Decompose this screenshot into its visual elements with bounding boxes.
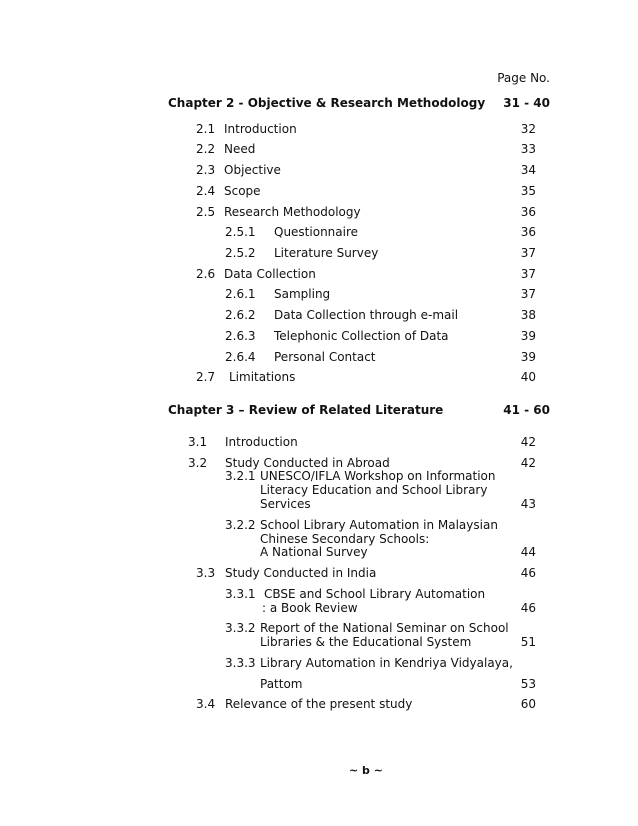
toc-number: 3.1 [188, 435, 208, 449]
toc-page: 37 [520, 246, 536, 260]
toc-number: 3.2 [188, 456, 208, 470]
toc-title-line: Pattom [260, 677, 303, 691]
page-no-label: Page No. [497, 71, 550, 85]
toc-page: 33 [520, 142, 536, 156]
chapter-2-title: Chapter 2 - Objective & Research Methodology [168, 96, 486, 110]
toc-number: 3.2.1 [225, 469, 256, 483]
toc-title: Introduction [224, 122, 297, 136]
toc-title-line: A National Survey [260, 545, 368, 559]
toc-title: Literature Survey [274, 246, 379, 260]
toc-number: 3.3.3 [225, 656, 256, 670]
toc-number: 2.7 [196, 370, 216, 384]
chapter-3-pages: 41 - 60 [503, 403, 550, 417]
toc-page: 44 [520, 545, 536, 559]
toc-page: 37 [520, 267, 536, 281]
toc-number: 2.3 [196, 163, 216, 177]
toc-title: Telephonic Collection of Data [274, 329, 449, 343]
toc-page: 60 [520, 697, 536, 711]
toc-title-line: Library Automation in Kendriya Vidyalaya, [260, 656, 513, 670]
toc-page: 36 [520, 225, 536, 239]
toc-page: 42 [520, 456, 536, 470]
toc-title: Study Conducted in India [225, 566, 377, 580]
toc-page: 32 [520, 122, 536, 136]
toc-title: Study Conducted in Abroad [225, 456, 390, 470]
chapter-2-pages: 31 - 40 [503, 96, 550, 110]
toc-number: 2.6.3 [225, 329, 256, 343]
toc-page: 38 [520, 308, 536, 322]
toc-title-line: : a Book Review [262, 601, 358, 615]
toc-title-line: Literacy Education and School Library [260, 483, 488, 497]
toc-title-line: Libraries & the Educational System [260, 635, 472, 649]
toc-number: 2.6.1 [225, 287, 256, 301]
toc-title: Relevance of the present study [225, 697, 413, 711]
toc-page: 37 [520, 287, 536, 301]
toc-title: Data Collection [224, 267, 316, 281]
toc-number: 3.3.2 [225, 621, 256, 635]
toc-number: 2.5.2 [225, 246, 256, 260]
toc-title-line: Report of the National Seminar on School [260, 621, 509, 635]
toc-title: Data Collection through e-mail [274, 308, 459, 322]
toc-page: 36 [520, 205, 536, 219]
toc-number: 3.3.1 [225, 587, 256, 601]
toc-number: 2.6.2 [225, 308, 256, 322]
toc-title-line: CBSE and School Library Automation [264, 587, 486, 601]
toc-number: 2.5.1 [225, 225, 256, 239]
toc-page: 39 [520, 329, 536, 343]
toc-number: 3.2.2 [225, 518, 256, 532]
toc-title: Research Methodology [224, 205, 361, 219]
toc-title-line: School Library Automation in Malaysian [260, 518, 498, 532]
toc-title: Limitations [229, 370, 296, 384]
chapter-3-title: Chapter 3 – Review of Related Literature [168, 403, 444, 417]
toc-title: Objective [224, 163, 281, 177]
toc-title: Need [224, 142, 256, 156]
toc-page: 43 [520, 497, 536, 511]
toc-page: 35 [520, 184, 536, 198]
toc-number: 2.6.4 [225, 350, 256, 364]
toc-title-line: UNESCO/IFLA Workshop on Information [260, 469, 496, 483]
toc-page: 42 [520, 435, 536, 449]
toc-title: Personal Contact [274, 350, 376, 364]
toc-title: Introduction [225, 435, 298, 449]
toc-title: Questionnaire [274, 225, 359, 239]
toc-page: 53 [520, 677, 536, 691]
toc-number: 2.1 [196, 122, 216, 136]
toc-number: 2.6 [196, 267, 216, 281]
toc-title-line: Services [260, 497, 311, 511]
toc-number: 3.4 [196, 697, 216, 711]
page-footer: ~ b ~ [349, 764, 383, 777]
toc-title: Scope [224, 184, 261, 198]
toc-page: 40 [520, 370, 536, 384]
toc-title: Sampling [274, 287, 331, 301]
toc-title-line: Chinese Secondary Schools: [260, 532, 430, 546]
toc-number: 2.5 [196, 205, 216, 219]
toc-number: 2.2 [196, 142, 216, 156]
toc-number: 3.3 [196, 566, 216, 580]
toc-page: 51 [520, 635, 536, 649]
toc-page: 46 [520, 566, 536, 580]
toc-number: 2.4 [196, 184, 216, 198]
toc-page: 34 [520, 163, 536, 177]
toc-page: 46 [520, 601, 536, 615]
toc-page: 39 [520, 350, 536, 364]
